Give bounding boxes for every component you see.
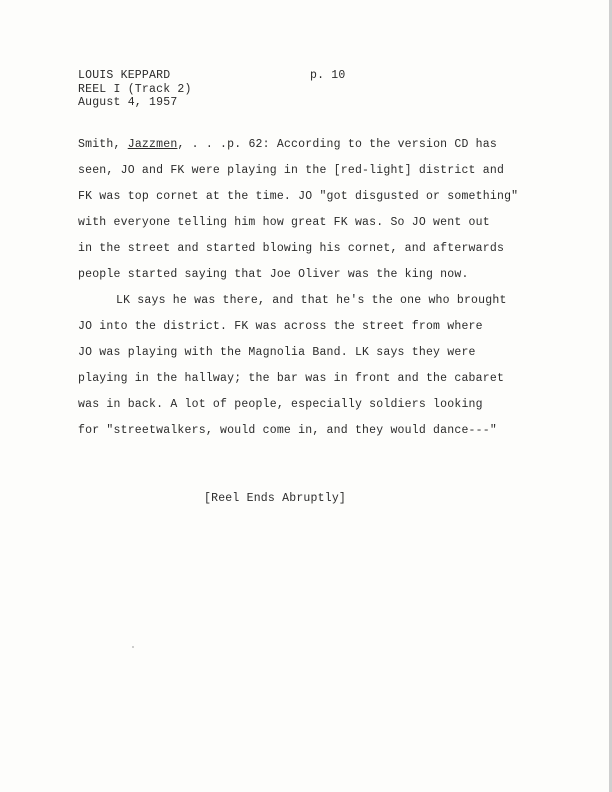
page-number: p. 10 (310, 69, 346, 82)
text-line: was in back. A lot of people, especially soldiers looking (78, 398, 483, 411)
text-line (78, 138, 548, 164)
text-line: playing in the hallway; the bar was in front and the cabaret (78, 372, 505, 385)
scan-speck (132, 646, 134, 648)
text-line: seen, JO and FK were playing in the [red-light] district and (78, 164, 505, 177)
citation-author: Smith, (78, 138, 128, 151)
document-header (78, 69, 192, 110)
citation-rest: , . . .p. 62: According to the version CD has (177, 138, 497, 151)
citation-title: Jazzmen (127, 138, 178, 151)
transcript-body (78, 138, 548, 450)
text-line: FK was top cornet at the time. JO "got disgusted or something" (78, 190, 519, 203)
text-line: with everyone telling him how great FK was. So JO went out (78, 216, 490, 229)
interviewee-name: LOUIS KEPPARD (78, 69, 171, 82)
text-line: JO was playing with the Magnolia Band. LK says they were (78, 346, 476, 359)
interview-date: August 4, 1957 (78, 96, 178, 109)
text-line: people started saying that Joe Oliver was the king now. (78, 268, 469, 281)
text-line: JO into the district. FK was across the street from where (78, 320, 483, 333)
reel-end-note: [Reel Ends Abruptly] (204, 492, 347, 505)
text-line: LK says he was there, and that he's the one who brought (116, 294, 507, 307)
reel-info: REEL I (Track 2) (78, 82, 192, 96)
text-line: for "streetwalkers, would come in, and they would dance---" (78, 424, 497, 437)
text-line: in the street and started blowing his cornet, and afterwards (78, 242, 505, 255)
